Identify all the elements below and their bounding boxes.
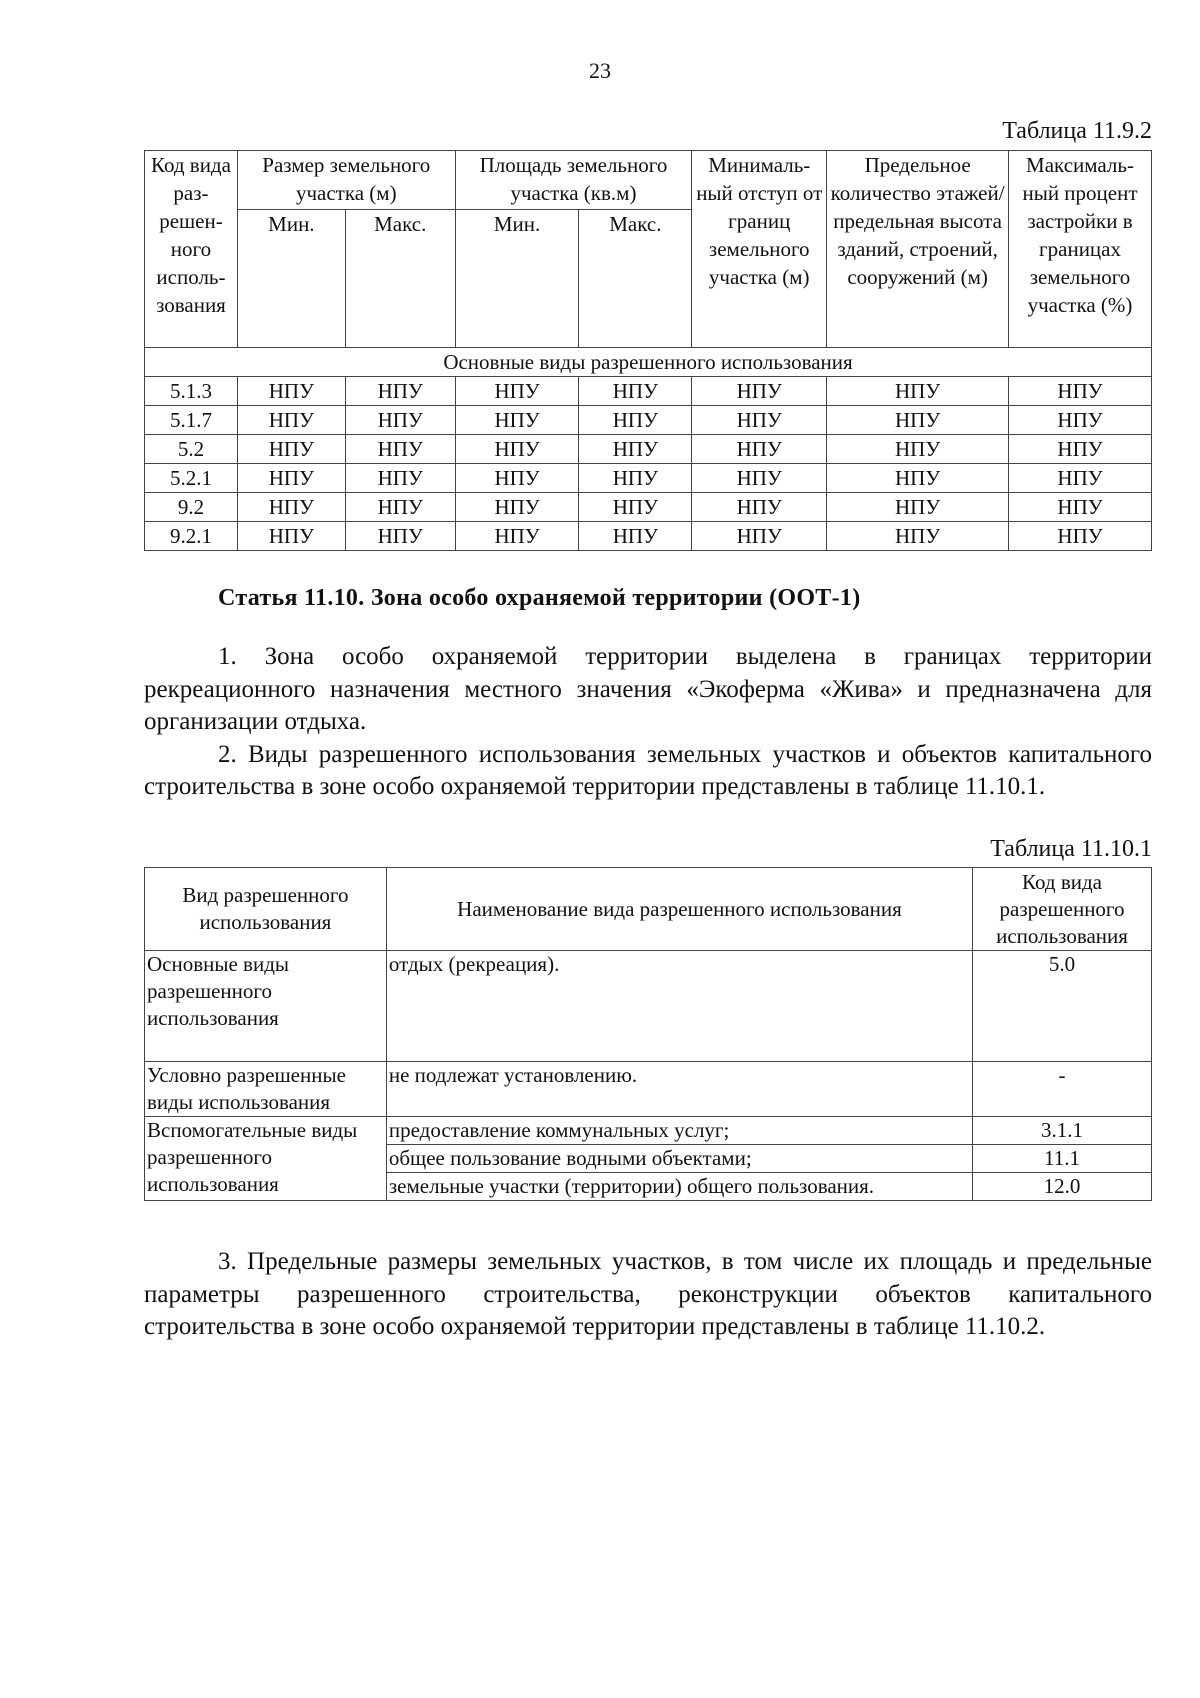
cell-value: НПУ bbox=[345, 493, 455, 522]
cell-value: НПУ bbox=[827, 406, 1009, 435]
use-code: 11.1 bbox=[973, 1145, 1152, 1173]
paragraph: 1. Зона особо охраняемой территории выделена в границах территории рекреационного назначения местного значения «Экоферма «Жива» и предназначена для организации отдыха. bbox=[144, 643, 1152, 735]
cell-value: НПУ bbox=[579, 406, 692, 435]
table-row bbox=[145, 406, 1152, 435]
header-code: Код вида раз-решен-ного исполь-зования bbox=[145, 151, 238, 348]
cell-value: НПУ bbox=[1009, 522, 1152, 551]
cell-value: НПУ bbox=[455, 435, 579, 464]
use-name: предоставление коммунальных услуг; bbox=[386, 1117, 972, 1145]
table-row bbox=[145, 493, 1152, 522]
cell-value: НПУ bbox=[692, 435, 827, 464]
cell-value: НПУ bbox=[345, 464, 455, 493]
cell-value: НПУ bbox=[455, 377, 579, 406]
use-code: 5.0 bbox=[973, 951, 1152, 1062]
body-text bbox=[144, 1246, 1152, 1344]
row-code: 5.2 bbox=[145, 435, 238, 464]
group-label: Вспомогательные виды разрешенного использования bbox=[145, 1117, 387, 1201]
table-row bbox=[145, 522, 1152, 551]
table-row bbox=[145, 464, 1152, 493]
table-11-10-1 bbox=[144, 867, 1152, 1201]
row-code: 5.2.1 bbox=[145, 464, 238, 493]
row-code: 5.1.7 bbox=[145, 406, 238, 435]
cell-value: НПУ bbox=[237, 406, 345, 435]
section-row: Основные виды разрешенного использования bbox=[145, 348, 1152, 377]
cell-value: НПУ bbox=[1009, 406, 1152, 435]
cell-value: НПУ bbox=[237, 493, 345, 522]
cell-value: НПУ bbox=[827, 435, 1009, 464]
header-floors: Предельное количество этажей/ предельная высота зданий, строений, сооружений (м) bbox=[827, 151, 1009, 348]
cell-value: НПУ bbox=[579, 435, 692, 464]
header-min: Мин. bbox=[237, 210, 345, 348]
use-code: 12.0 bbox=[973, 1173, 1152, 1201]
cell-value: НПУ bbox=[345, 377, 455, 406]
use-name: отдых (рекреация). bbox=[386, 951, 972, 1062]
group-label: Основные виды разрешенного использования bbox=[145, 951, 387, 1062]
cell-value: НПУ bbox=[579, 464, 692, 493]
cell-value: НПУ bbox=[827, 377, 1009, 406]
header-max: Макс. bbox=[579, 210, 692, 348]
cell-value: НПУ bbox=[1009, 377, 1152, 406]
paragraph: 2. Виды разрешенного использования земельных участков и объектов капитального строительства в зоне особо охраняемой территории представлены в таблице 11.10.1. bbox=[144, 740, 1152, 800]
header-area: Площадь земельного участка (кв.м) bbox=[455, 151, 692, 210]
cell-value: НПУ bbox=[237, 435, 345, 464]
cell-value: НПУ bbox=[692, 406, 827, 435]
cell-value: НПУ bbox=[237, 377, 345, 406]
cell-value: НПУ bbox=[455, 464, 579, 493]
paragraph: 3. Предельные размеры земельных участков, в том числе их площадь и предельные параметры разрешенного строительства, реконструкции объектов капитального строительства в зоне особо охраняемой территории представлены в таблице 11.10.2. bbox=[144, 1248, 1152, 1340]
cell-value: НПУ bbox=[455, 406, 579, 435]
cell-value: НПУ bbox=[579, 522, 692, 551]
cell-value: НПУ bbox=[345, 435, 455, 464]
cell-value: НПУ bbox=[579, 377, 692, 406]
body-text bbox=[144, 641, 1152, 804]
use-code: - bbox=[973, 1062, 1152, 1117]
cell-value: НПУ bbox=[827, 522, 1009, 551]
cell-value: НПУ bbox=[692, 522, 827, 551]
header-indent: Минималь-ный отступ от границ земельного участка (м) bbox=[692, 151, 827, 348]
cell-value: НПУ bbox=[692, 464, 827, 493]
cell-value: НПУ bbox=[345, 522, 455, 551]
header-max: Макс. bbox=[345, 210, 455, 348]
header-name: Наименование вида разрешенного использования bbox=[386, 868, 972, 951]
cell-value: НПУ bbox=[827, 464, 1009, 493]
cell-value: НПУ bbox=[1009, 464, 1152, 493]
header-percent: Максималь-ный процент застройки в границах земельного участка (%) bbox=[1009, 151, 1152, 348]
group-label: Условно разрешенные виды использования bbox=[145, 1062, 387, 1117]
header-code: Код вида разрешенного использования bbox=[973, 868, 1152, 951]
cell-value: НПУ bbox=[827, 493, 1009, 522]
cell-value: НПУ bbox=[1009, 493, 1152, 522]
cell-value: НПУ bbox=[237, 522, 345, 551]
row-code: 5.1.3 bbox=[145, 377, 238, 406]
use-name: земельные участки (территории) общего пользования. bbox=[386, 1173, 972, 1201]
cell-value: НПУ bbox=[692, 377, 827, 406]
table-caption: Таблица 11.9.2 bbox=[1002, 118, 1152, 144]
row-code: 9.2.1 bbox=[145, 522, 238, 551]
page-number: 23 bbox=[589, 58, 611, 83]
table-row bbox=[145, 377, 1152, 406]
row-code: 9.2 bbox=[145, 493, 238, 522]
table-11-9-2 bbox=[144, 150, 1152, 551]
cell-value: НПУ bbox=[455, 493, 579, 522]
cell-value: НПУ bbox=[455, 522, 579, 551]
table-caption: Таблица 11.10.1 bbox=[990, 836, 1152, 862]
use-name: общее пользование водными объектами; bbox=[386, 1145, 972, 1173]
header-size: Размер земельного участка (м) bbox=[237, 151, 455, 210]
cell-value: НПУ bbox=[237, 464, 345, 493]
header-min: Мин. bbox=[455, 210, 579, 348]
cell-value: НПУ bbox=[1009, 435, 1152, 464]
article-heading: Статья 11.10. Зона особо охраняемой территории (ООТ-1) bbox=[218, 585, 861, 611]
cell-value: НПУ bbox=[345, 406, 455, 435]
use-code: 3.1.1 bbox=[973, 1117, 1152, 1145]
header-type: Вид разрешенного использования bbox=[145, 868, 387, 951]
cell-value: НПУ bbox=[579, 493, 692, 522]
table-row bbox=[145, 435, 1152, 464]
use-name: не подлежат установлению. bbox=[386, 1062, 972, 1117]
cell-value: НПУ bbox=[692, 493, 827, 522]
